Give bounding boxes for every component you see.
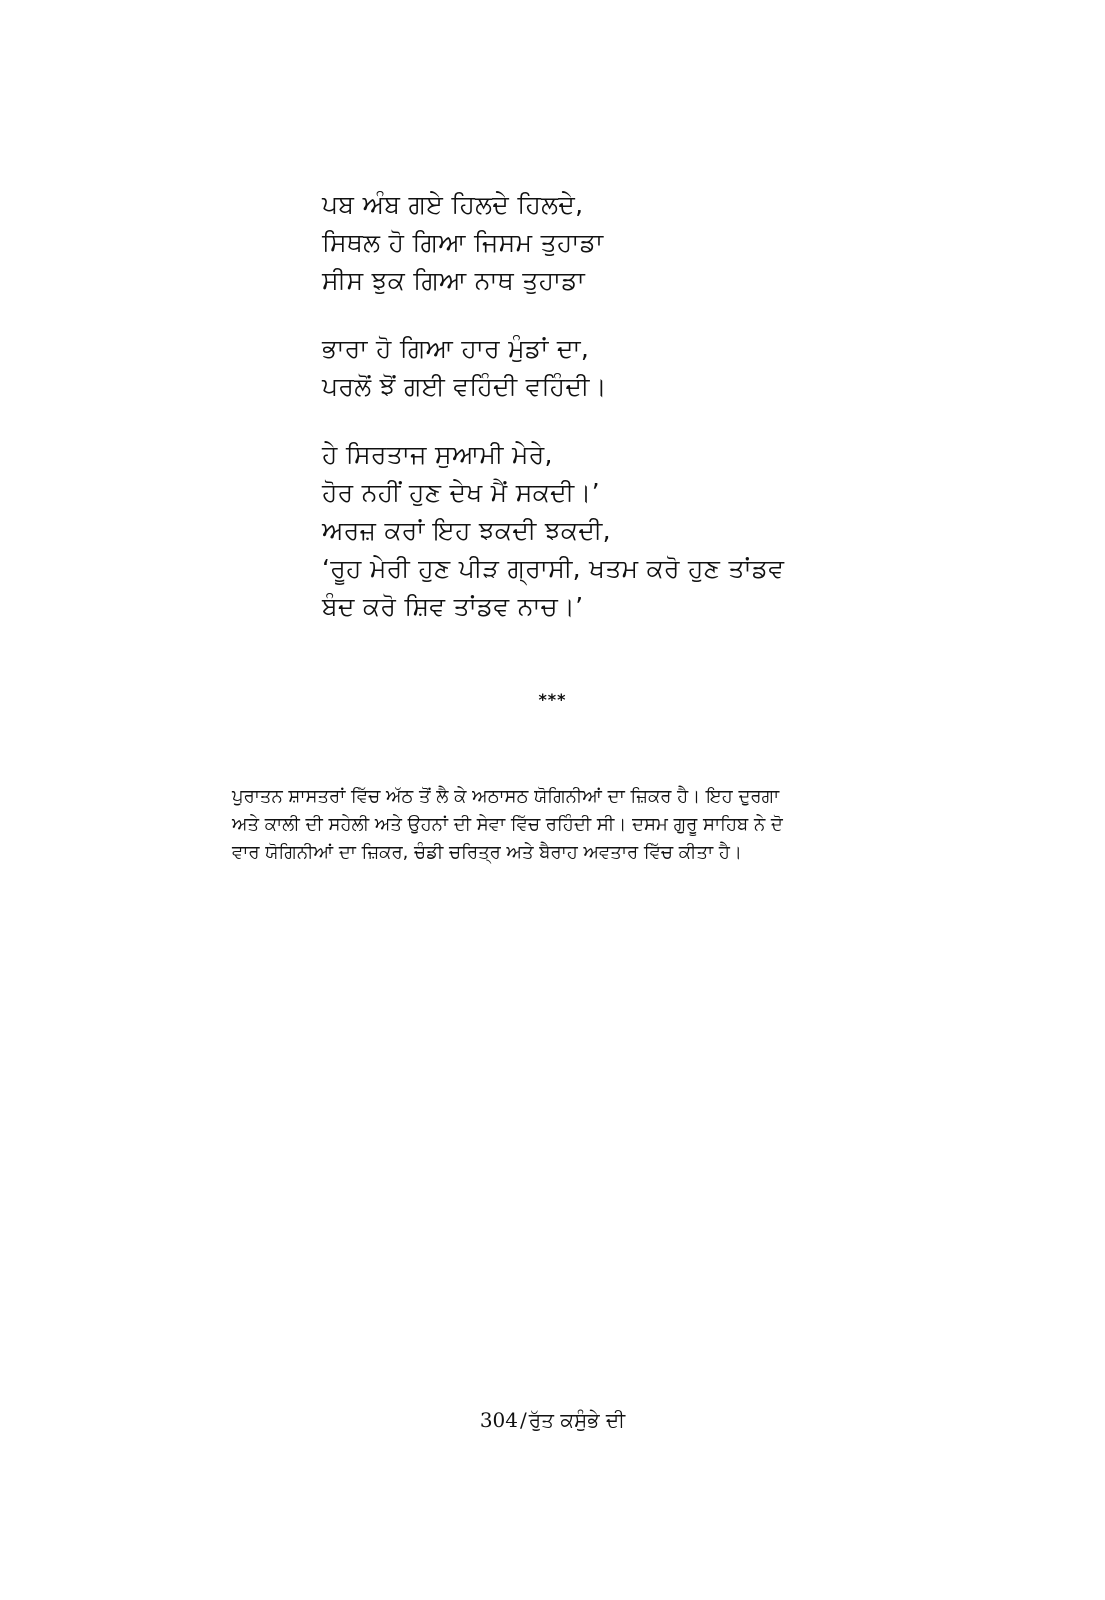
footnote-line: ਵਾਰ ਯੋਗਿਨੀਆਂ ਦਾ ਜ਼ਿਕਰ, ਚੰਡੀ ਚਰਿਤ੍ਰ ਅਤੇ ਬੈਰਾਹ ਅਵਤਾਰ ਵਿੱਚ ਕੀਤਾ ਹੈ। [232,842,743,863]
poem [322,186,882,656]
poem-line: ਭਾਰਾ ਹੋ ਗਿਆ ਹਾਰ ਮੁੰਡਾਂ ਦਾ, [322,334,590,363]
footnote [232,783,912,867]
footnote-line: ਅਤੇ ਕਾਲੀ ਦੀ ਸਹੇਲੀ ਅਤੇ ਉਹਨਾਂ ਦੀ ਸੇਵਾ ਵਿੱਚ ਰਹਿੰਦੀ ਸੀ। ਦਸਮ ਗੁਰੂ ਸਾਹਿਬ ਨੇ ਦੋ [232,814,783,835]
poem-line: ਸੀਸ ਝੁਕ ਗਿਆ ਨਾਥ ਤੁਹਾਡਾ [322,266,586,295]
poem-line: ਬੰਦ ਕਰੋ ਸ਼ਿਵ ਤਾਂਡਵ ਨਾਚ।’ [322,592,584,621]
page-footer [0,1408,1105,1432]
footnote-line: ਪੁਰਾਤਨ ਸ਼ਾਸਤਰਾਂ ਵਿੱਚ ਅੱਠ ਤੋਂ ਲੈ ਕੇ ਅਠਾਸਠ ਯੋਗਿਨੀਆਂ ਦਾ ਜ਼ਿਕਰ ਹੈ। ਇਹ ਦੁਰਗਾ [232,786,780,807]
poem-stanza-2 [322,330,882,406]
section-divider: *** [538,690,567,709]
poem-line: ਹੇ ਸਿਰਤਾਜ ਸੁਆਮੀ ਮੇਰੇ, [322,440,553,469]
book-title: ਰੁੱਤ ਕਸੁੰਭੇ ਦੀ [528,1408,626,1432]
poem-line: ਹੋਰ ਨਹੀਂ ਹੁਣ ਦੇਖ ਮੈਂ ਸਕਦੀ।’ [322,478,600,507]
poem-line: ਪਰਲੋਂ ਝੋਂ ਗਈ ਵਹਿੰਦੀ ਵਹਿੰਦੀ। [322,372,607,401]
poem-line: ‘ਰੂਹ ਮੇਰੀ ਹੁਣ ਪੀੜ ਗ੍ਰਾਸੀ, ਖਤਮ ਕਰੋ ਹੁਣ ਤਾਂਡਵ [322,554,785,583]
page-number: 304 [479,1408,519,1432]
poem-line: ਸਿਥਲ ਹੋ ਗਿਆ ਜਿਸਮ ਤੁਹਾਡਾ [322,228,604,257]
footer-separator: / [520,1408,527,1432]
poem-line: ਪਬ ਅੰਬ ਗਏ ਹਿਲਦੇ ਹਿਲਦੇ, [322,190,584,219]
poem-stanza-1 [322,186,882,300]
poem-line: ਅਰਜ਼ ਕਰਾਂ ਇਹ ਝਕਦੀ ਝਕਦੀ, [322,516,611,545]
poem-stanza-3 [322,436,882,626]
